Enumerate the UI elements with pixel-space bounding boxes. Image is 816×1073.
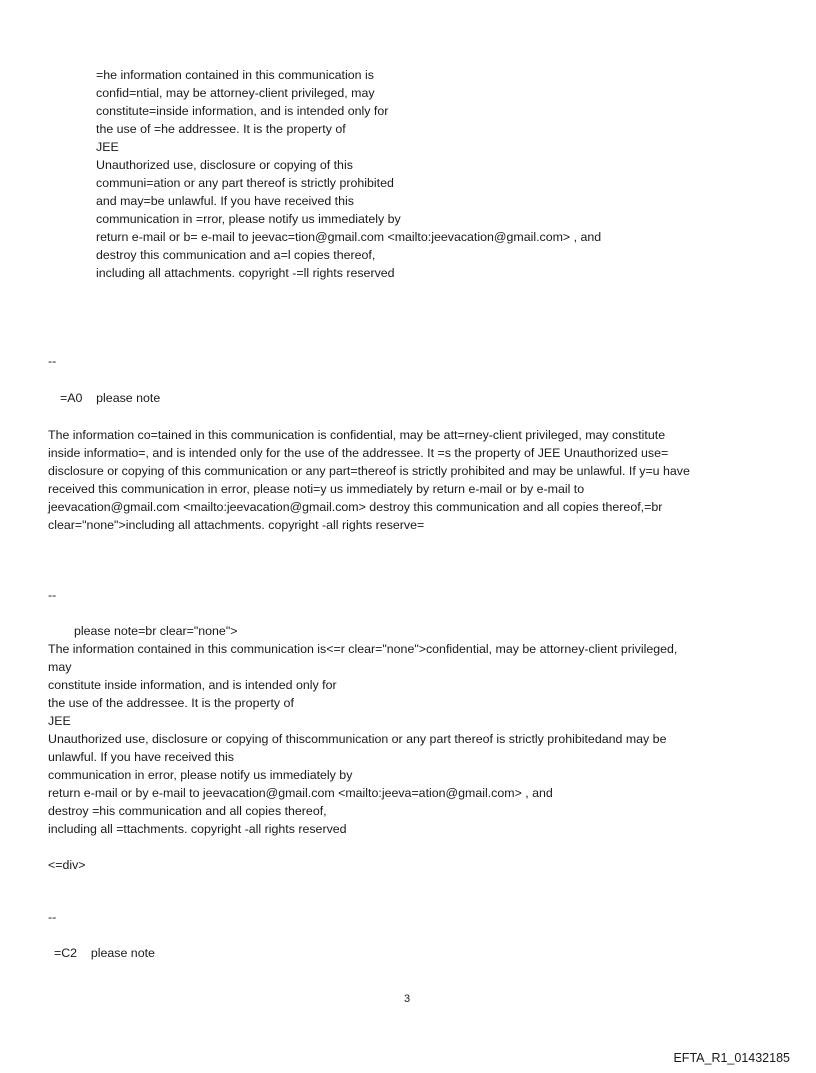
text-line: destroy this communication and a=l copies thereof, — [96, 248, 376, 262]
separator: -- — [48, 354, 57, 368]
text-line: constitute inside information, and is intended only for — [48, 678, 337, 692]
text-line: communication in error, please notify us immediately by — [48, 768, 353, 782]
text-line: return e-mail or b= e-mail to jeevac=tion@gmail.com <mailto:jeevacation@gmail.com> , and — [96, 230, 602, 244]
text-line: confid=ntial, may be attorney-client privileged, may — [96, 86, 375, 100]
text-line: constitute=inside information, and is intended only for — [96, 104, 389, 118]
text-line: including all =ttachments. copyright -all rights reserved — [48, 822, 347, 836]
text-line: The information co=tained in this communication is confidential, may be att=rney-client privileged, may constitute — [48, 428, 666, 442]
text-line: The information contained in this communication is<=r clear="none">confidential, may be attorney-client privileged, — [48, 642, 678, 656]
text-line: the use of =he addressee. It is the property of — [96, 122, 346, 136]
text-line: the use of the addressee. It is the property of — [48, 696, 294, 710]
text-line: Unauthorized use, disclosure or copying of this — [96, 158, 353, 172]
text-line: and may=be unlawful. If you have received this — [96, 194, 354, 208]
text-line: inside informatio=, and is intended only for the use of the addressee. It =s the property of JEE Unauthorized use= — [48, 446, 669, 460]
text-line: communi=ation or any part thereof is strictly prohibited — [96, 176, 394, 190]
separator: -- — [48, 910, 57, 924]
text-line: including all attachments. copyright -=ll rights reserved — [96, 266, 395, 280]
text-line: destroy =his communication and all copies thereof, — [48, 804, 327, 818]
text-line: may — [48, 660, 72, 674]
text-line: =he information contained in this communication is — [96, 68, 374, 82]
note-line: please note=br clear="none"> — [74, 624, 238, 638]
div-tag-text: <=div> — [48, 858, 86, 872]
text-line: disclosure or copying of this communication or any part=thereof is strictly prohibited and may be unlawful. If y=u have — [48, 464, 690, 478]
text-line: unlawful. If you have received this — [48, 750, 234, 764]
text-line: Unauthorized use, disclosure or copying of thiscommunication or any part thereof is strictly prohibitedand may be — [48, 732, 667, 746]
separator: -- — [48, 588, 57, 602]
note-line: =A0 please note — [60, 391, 161, 405]
text-line: JEE — [96, 140, 119, 154]
document-id: EFTA_R1_01432185 — [673, 1051, 790, 1065]
note-line: =C2 please note — [54, 946, 155, 960]
text-line: received this communication in error, please noti=y us immediately by return e-mail or by e-mail to — [48, 482, 585, 496]
text-line: clear="none">including all attachments. copyright -all rights reserve= — [48, 518, 425, 532]
text-line: JEE — [48, 714, 71, 728]
text-line: jeevacation@gmail.com <mailto:jeevacation@gmail.com> destroy this communication and all copies thereof,=br — [48, 500, 663, 514]
page-number: 3 — [404, 993, 411, 1005]
text-line: return e-mail or by e-mail to jeevacation@gmail.com <mailto:jeeva=ation@gmail.com> , and — [48, 786, 553, 800]
text-line: communication in =rror, please notify us immediately by — [96, 212, 401, 226]
